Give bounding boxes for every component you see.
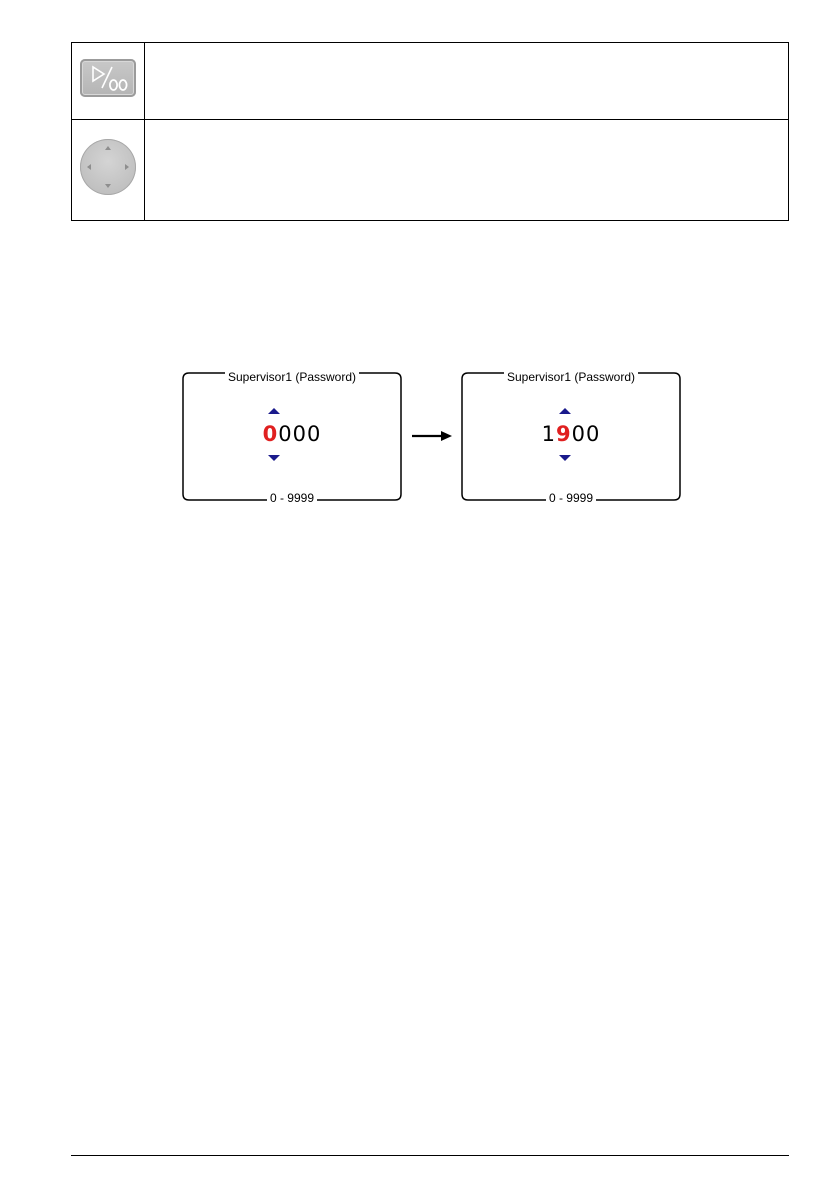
screen-title: Supervisor1 (Password) — [225, 370, 359, 384]
transition-arrow-icon — [411, 428, 453, 444]
key-table — [71, 42, 789, 221]
key-row-direction-pad — [72, 119, 789, 220]
password-digit: 0 — [307, 422, 322, 446]
key-icon-cell — [72, 119, 145, 220]
password-screen-after — [460, 370, 682, 503]
password-digit: 1 — [541, 422, 556, 446]
key-description — [144, 119, 788, 220]
value-range: 0 - 9999 — [546, 491, 596, 505]
password-digit-active: 0 — [262, 422, 279, 446]
password-digit: 0 — [571, 422, 586, 446]
up-arrow-icon — [268, 408, 280, 414]
password-screen-before — [181, 370, 403, 503]
up-arrow-icon — [559, 408, 571, 414]
password-digit: 0 — [292, 422, 307, 446]
play-00-key-icon — [80, 59, 136, 97]
down-arrow-icon — [559, 455, 571, 461]
footer-rule — [71, 1155, 789, 1156]
password-value — [181, 420, 403, 448]
direction-pad-icon — [80, 139, 136, 195]
key-description — [144, 43, 788, 120]
down-arrow-icon — [268, 455, 280, 461]
password-digit: 0 — [586, 422, 601, 446]
key-icon-cell — [72, 43, 145, 120]
password-digit-active: 9 — [556, 422, 572, 446]
password-digit: 0 — [278, 422, 293, 446]
password-value — [460, 420, 682, 448]
screen-title: Supervisor1 (Password) — [504, 370, 638, 384]
page-number — [760, 6, 790, 28]
value-range: 0 - 9999 — [267, 491, 317, 505]
key-row-play-00 — [72, 43, 789, 120]
